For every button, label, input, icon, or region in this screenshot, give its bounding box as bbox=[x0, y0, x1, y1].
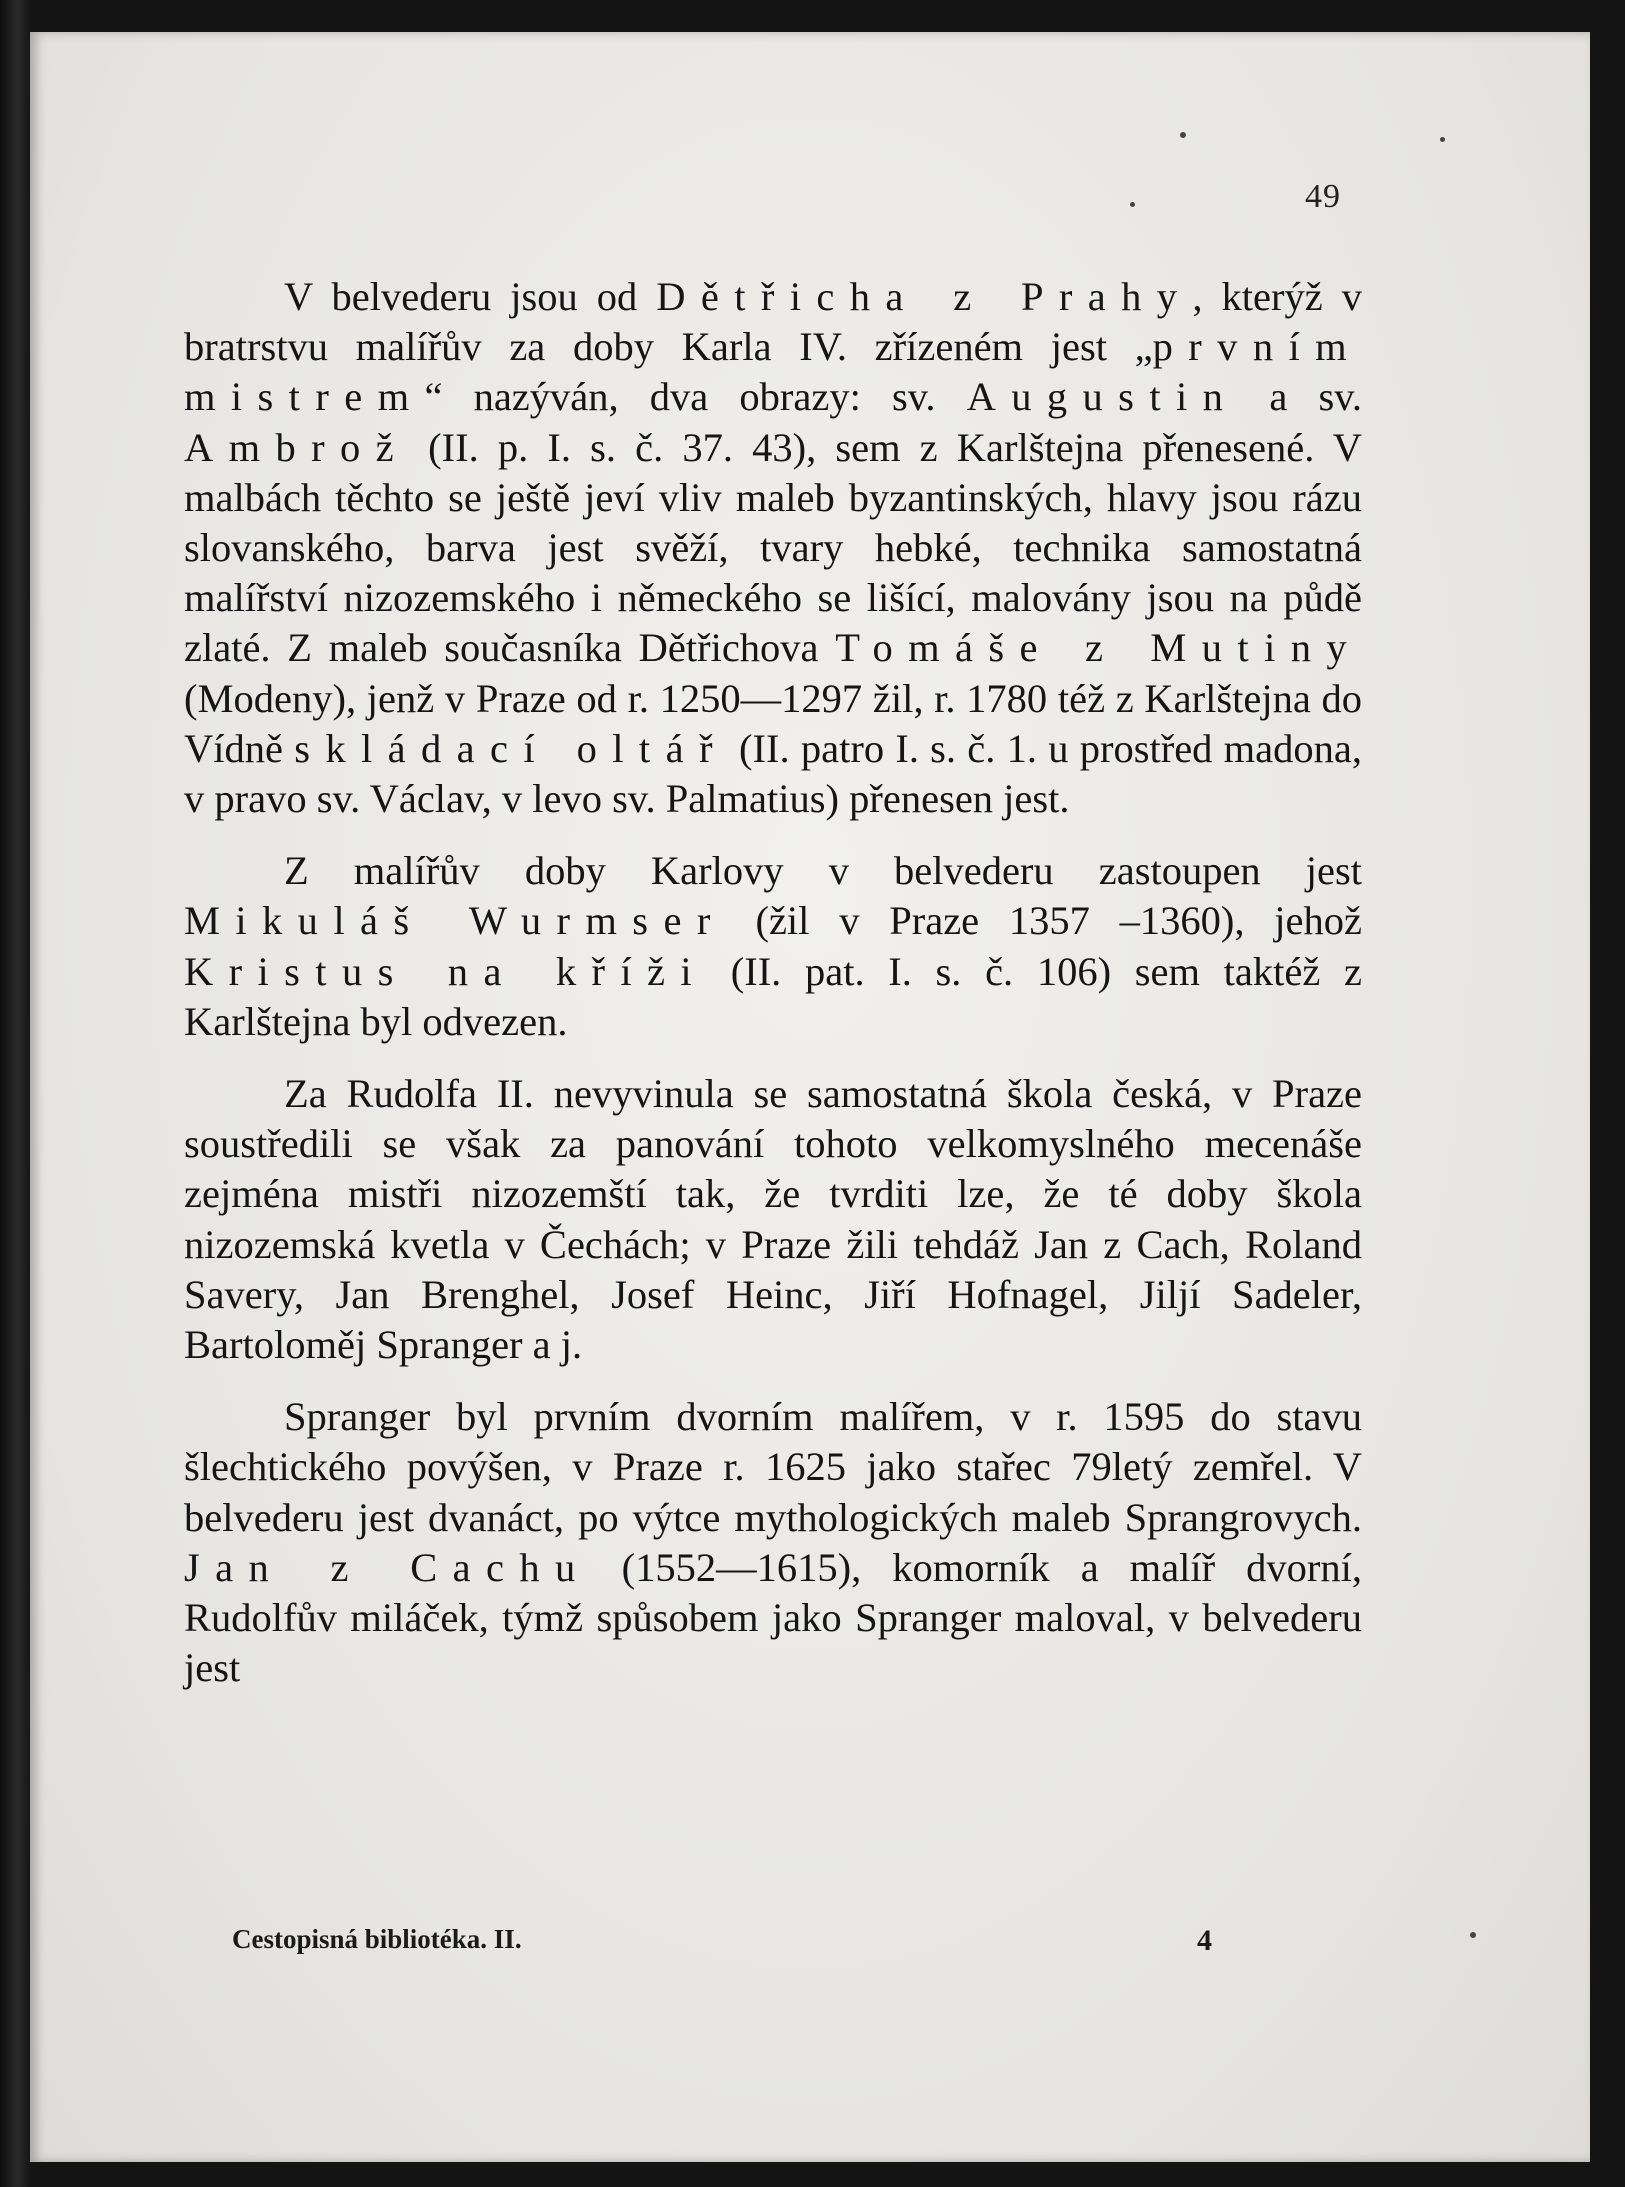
spaced-name: Kristus na kříži bbox=[184, 948, 708, 994]
spaced-name: skládací oltář bbox=[294, 725, 728, 771]
text-run: Z malířův doby Karlovy v belvederu zastoupen jest bbox=[284, 848, 1362, 894]
text-run: (II. patro I. s. č. 1. u prostřed madona, v pravo sv. Václav, v levo sv. Palmatius) přenesen jest. bbox=[184, 725, 1362, 822]
text-run: (žil v Praze 1357 –1360), jehož bbox=[725, 898, 1362, 944]
paragraph bbox=[184, 272, 1362, 824]
spaced-name: Augustin bbox=[966, 374, 1239, 420]
footer-series-title: Cestopisná bibliotéka. II. bbox=[232, 1924, 522, 1954]
text-run: Spranger byl prvním dvorním malířem, v r. 1595 do stavu šlechtického povýšen, v Praze r. 1625 jako stařec 79letý zemřel. V belvederu jest dvanáct, po výtce mythologických maleb Sprangrovych. bbox=[184, 1394, 1362, 1540]
spaced-name: prvním mistrem bbox=[184, 324, 1362, 420]
spaced-name: Jan z Cachu bbox=[184, 1544, 591, 1590]
text-run: , kterýž v bratrstvu malířův za doby Karla IV. zřízeném jest „ bbox=[184, 274, 1362, 370]
dust-speck bbox=[1470, 1932, 1476, 1938]
text-run: Za Rudolfa II. nevyvinula se samostatná škola česká, v Praze soustředili se však za panování tohoto velkomyslného mecenáše zejména mistři nizozemští tak, že tvrditi lze, že té doby škola nizozemská kvetla v Čechách; v Praze žili tehdáž Jan z Cach, Roland Savery, Jan Brenghel, Josef Heinc, Jiří Hofnagel, Jiljí Sadeler, Bartoloměj Spranger a j. bbox=[184, 1071, 1362, 1368]
body-text bbox=[184, 272, 1362, 1693]
dust-speck bbox=[1130, 202, 1135, 207]
page-number: 49 bbox=[1305, 178, 1341, 215]
text-run: a sv. bbox=[1238, 374, 1363, 420]
spaced-name: Ambrož bbox=[184, 424, 410, 470]
dust-speck bbox=[1180, 132, 1186, 138]
footer-signature-mark: 4 bbox=[1197, 1924, 1212, 1957]
text-run: “ nazýván, dva obrazy: sv. bbox=[424, 374, 967, 420]
paragraph bbox=[184, 1392, 1362, 1693]
spaced-name: Mikuláš Wurmser bbox=[184, 898, 726, 944]
spaced-name: Dětřicha z Prahy bbox=[656, 274, 1193, 319]
text-run: (II. pat. I. s. č. 106) sem taktéž z Karlštejna byl odvezen. bbox=[184, 948, 1363, 1044]
page-footer bbox=[232, 1924, 1212, 1955]
text-run: (Modeny), jenž v Praze od r. 1250—1297 žil, r. 1780 též z Karlštejna do Vídně bbox=[184, 675, 1362, 771]
text-run: V belvederu jsou od bbox=[284, 274, 657, 319]
book-gutter-shadow bbox=[0, 0, 30, 2187]
paragraph bbox=[184, 846, 1362, 1047]
paragraph bbox=[184, 1069, 1362, 1370]
dust-speck bbox=[1440, 137, 1445, 142]
spaced-name: Tomáše z Mutiny bbox=[835, 625, 1363, 671]
text-run: (1552—1615), komorník a malíř dvorní, Rudolfův miláček, týmž spůsobem jako Spranger maloval, v belvederu jest bbox=[184, 1544, 1362, 1691]
text-run: (II. p. I. s. č. 37. 43), sem z Karlštejna přenesené. V malbách těchto se ještě jeví vliv maleb byzantinských, hlavy jsou rázu slovanského, barva jest svěží, tvary hebké, technika samostatná malířství nizozemského i německého se lišící, malovány jsou na půdě zlaté. Z maleb současníka Dětřichova bbox=[184, 424, 1362, 671]
